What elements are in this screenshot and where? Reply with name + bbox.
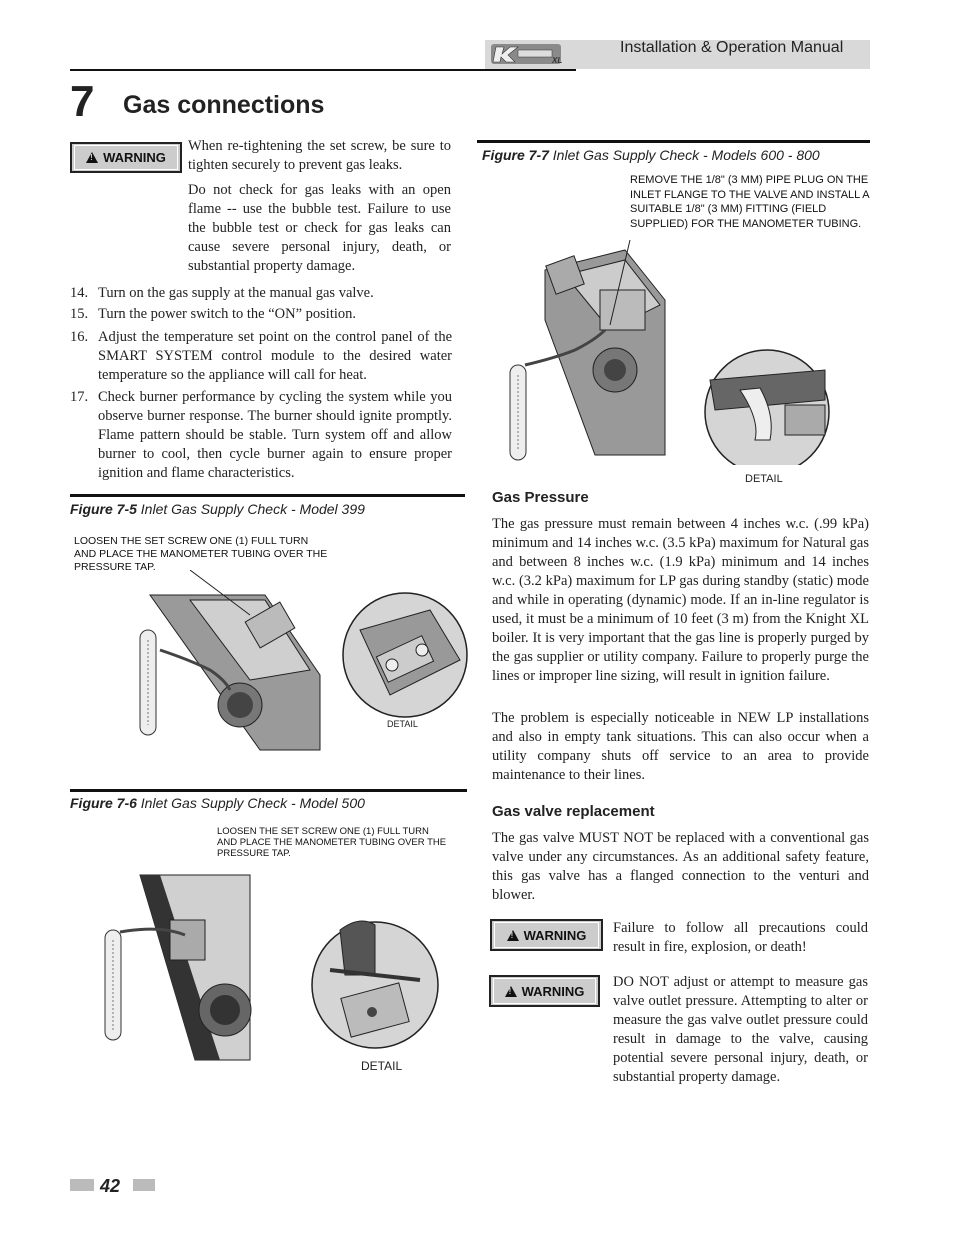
header-rule xyxy=(70,69,576,71)
warning-triangle-icon xyxy=(505,986,517,997)
step-14: 14. Turn on the gas supply at the manual gas valve. xyxy=(70,285,374,301)
warning-badge: ! WARNING xyxy=(70,142,182,173)
page-number-bar-right xyxy=(133,1179,155,1191)
warning-text-leak-check: Do not check for gas leaks with an open flame -- use the bubble test. Failure to use the bubble test or check for gas leaks can cause severe personal injury, death, or substantial property damage. xyxy=(188,182,451,274)
figure-7-7-caption: Figure 7-7 Inlet Gas Supply Check - Models 600 - 800 xyxy=(482,147,820,163)
figure-7-7-rule xyxy=(477,140,870,143)
gas-pressure-heading: Gas Pressure xyxy=(492,489,589,506)
gas-valve-heading: Gas valve replacement xyxy=(492,803,655,820)
warning-text-fire: Failure to follow all precautions could result in fire, explosion, or death! xyxy=(613,920,868,955)
manual-title: Installation & Operation Manual xyxy=(620,39,844,56)
page-number: 42 xyxy=(100,1176,121,1196)
figure-7-6-detail-label: DETAIL xyxy=(361,1059,403,1073)
gas-pressure-para-1: The gas pressure must remain between 4 inches w.c. (.99 kPa) minimum and 14 inches w.c. (3.5 kPa) maximum for Natural gas and between 8 inches w.c. (1.9 kPa) minimum and 14 inches w.c. (3.2 kPa) maximum for LP gas during standby (static) mode and while in operating (dynamic) mode. If an in-line regulator is used, it must be a minimum of 10 feet (3 m) from the Knight XL boiler. It is very important that the gas line is properly purged by the gas supplier or utility company. Failure to properly purge the lines or improper line sizing, will result in ignition failure. xyxy=(492,516,869,684)
figure-7-7-detail-label: DETAIL xyxy=(745,473,783,485)
figure-7-6-illustration xyxy=(100,870,460,1065)
svg-text:XL: XL xyxy=(552,56,563,65)
figure-7-7-callout: REMOVE THE 1/8" (3 MM) PIPE PLUG ON THE INLET FLANGE TO THE VALVE AND INSTALL A SUITABLE 1/8" (3 MM) FITTING (FIELD SUPPLIED) FOR THE MANOMETER TUBING. xyxy=(630,174,870,230)
page-number-bar-left xyxy=(70,1179,94,1191)
step-17: 17. Check burner performance by cycling the system while you observe burner response. The burner should ignite promptly. Flame pattern should be stable. Turn system off and allow burner to cool, then cycle burner again to ensure proper ignition and flame characteristics. xyxy=(70,389,452,481)
step-16: 16. Adjust the temperature set point on the control panel of the SMART SYSTEM control module to the desired water temperature so the appliance will call for heat. xyxy=(70,329,452,383)
gas-pressure-para-2: The problem is especially noticeable in NEW LP installations and also in empty tank situations. This can also occur when a utility company shuts off service to an area to provide maintenance to their lines. xyxy=(492,710,869,783)
warning-triangle-icon xyxy=(507,930,519,941)
warning-text-retighten: When re-tightening the set screw, be sure to tighten securely to prevent gas leaks. xyxy=(188,138,451,173)
figure-7-7-illustration xyxy=(505,240,875,465)
figure-7-5-callout: LOOSEN THE SET SCREW ONE (1) FULL TURN AND PLACE THE MANOMETER TUBING OVER THE PRESSURE TAP. xyxy=(74,535,328,573)
knight-xl-logo xyxy=(490,42,570,67)
warning-triangle-icon xyxy=(86,152,98,163)
warning-badge-outlet-pressure: ! WARNING xyxy=(489,975,600,1007)
figure-7-5-rule xyxy=(70,494,465,497)
figure-7-6-callout: LOOSEN THE SET SCREW ONE (1) FULL TURN AND PLACE THE MANOMETER TUBING OVER THE PRESSURE TAP. xyxy=(217,826,447,859)
warning-badge-fire: ! WARNING xyxy=(490,919,603,951)
figure-7-5-caption: Figure 7-5 Inlet Gas Supply Check - Model 399 xyxy=(70,501,365,517)
step-15: 15. Turn the power switch to the “ON” position. xyxy=(70,306,357,322)
figure-7-6-rule xyxy=(70,789,467,792)
gas-valve-para-1: The gas valve MUST NOT be replaced with a conventional gas valve under any circumstances. As an additional safety feature, this gas valve has a flanged connection to the venturi and blower. xyxy=(492,830,869,903)
figure-7-5-illustration xyxy=(130,570,470,755)
chapter-title: Gas connections xyxy=(123,91,325,119)
warning-text-outlet-pressure: DO NOT adjust or attempt to measure gas valve outlet pressure. Attempting to alter or measure the gas valve outlet pressure could result in damage to the valve, causing potential severe personal injury, death, or substantial property damage. xyxy=(613,974,868,1085)
figure-7-6-caption: Figure 7-6 Inlet Gas Supply Check - Model 500 xyxy=(70,795,365,811)
figure-7-5-detail-label: DETAIL xyxy=(387,719,418,729)
chapter-number: 7 xyxy=(70,77,95,126)
